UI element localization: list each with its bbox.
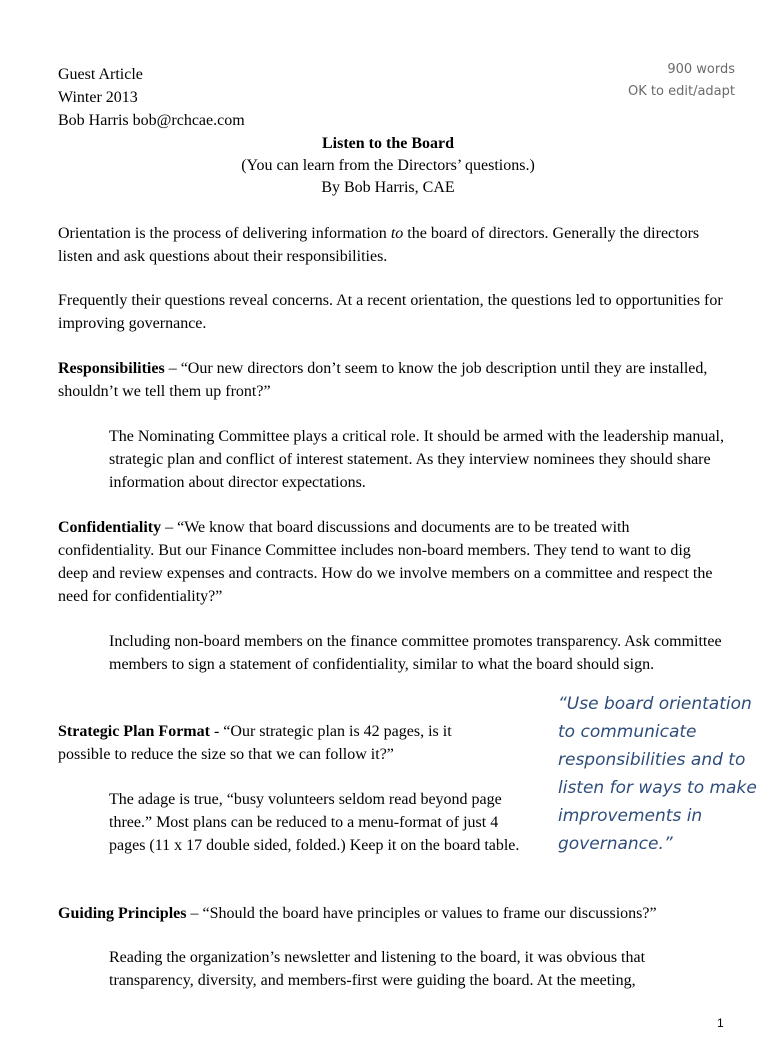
principles-question (58, 902, 723, 925)
question-text: – “Our new directors don’t seem to know the job description until they are installed, shouldn’t we tell them up front?” (58, 360, 708, 400)
section-heading: Guiding Principles (58, 905, 187, 922)
section-heading: Responsibilities (58, 360, 165, 377)
editor-note (535, 59, 735, 103)
article-title: Listen to the Board (322, 135, 454, 152)
intro-text-a: Orientation is the process of delivering information (58, 225, 391, 242)
article-byline: By Bob Harris, CAE (321, 179, 455, 196)
intro-emphasis: to (390, 225, 404, 242)
section-heading: Strategic Plan Format (58, 723, 210, 740)
article-season: Winter 2013 (58, 89, 138, 106)
article-header (58, 63, 245, 132)
question-text: – “Should the board have principles or values to frame our discussions?” (186, 905, 657, 922)
intro-paragraph-1 (58, 222, 723, 268)
responsibilities-question (58, 357, 723, 403)
pull-quote: “Use board orientation to communicate responsibilities and to listen for ways to make improvements in governance.” (558, 694, 757, 854)
article-subtitle: (You can learn from the Directors’ questions.) (241, 157, 535, 174)
confidentiality-answer: Including non-board members on the finance committee promotes transparency. Ask committee members to sign a statement of confidentiality, similar to what the board should sign. (109, 633, 722, 673)
question-text: - “Our strategic plan is 42 pages, is it possible to reduce the size so that we can follow it?” (58, 723, 452, 763)
question-text: – “We know that board discussions and documents are to be treated with confidentiality. But our Finance Committee includes non-board members. They tend to want to dig deep and review expenses and contracts. How do we involve members on a committee and respect the need for confidentiality?” (58, 519, 713, 605)
page-number: 1 (717, 1016, 724, 1030)
word-count: 900 words (667, 62, 735, 77)
article-type: Guest Article (58, 66, 143, 83)
confidentiality-question (58, 516, 723, 608)
section-heading: Confidentiality (58, 519, 162, 536)
intro-paragraph-2: Frequently their questions reveal concerns. At a recent orientation, the questions led to opportunities for improving governance. (58, 292, 723, 332)
intro-text-b: the board of directors. Generally the directors listen and ask questions about their responsibilities. (58, 225, 700, 265)
edit-permission: OK to edit/adapt (628, 84, 735, 99)
strategic-question (58, 720, 498, 766)
strategic-answer: The adage is true, “busy volunteers seldom read beyond page three.” Most plans can be reduced to a menu-format of just 4 pages (11 x 17 double sided, folded.) Keep it on the board table. (109, 791, 520, 854)
author-contact: Bob Harris bob@rchcae.com (58, 112, 245, 129)
principles-answer: Reading the organization’s newsletter and listening to the board, it was obvious that transparency, diversity, and members-first were guiding the board. At the meeting, (109, 949, 646, 989)
title-block (0, 132, 776, 198)
responsibilities-answer: The Nominating Committee plays a critical role. It should be armed with the leadership manual, strategic plan and conflict of interest statement. As they interview nominees they should share information about director expectations. (109, 428, 724, 491)
